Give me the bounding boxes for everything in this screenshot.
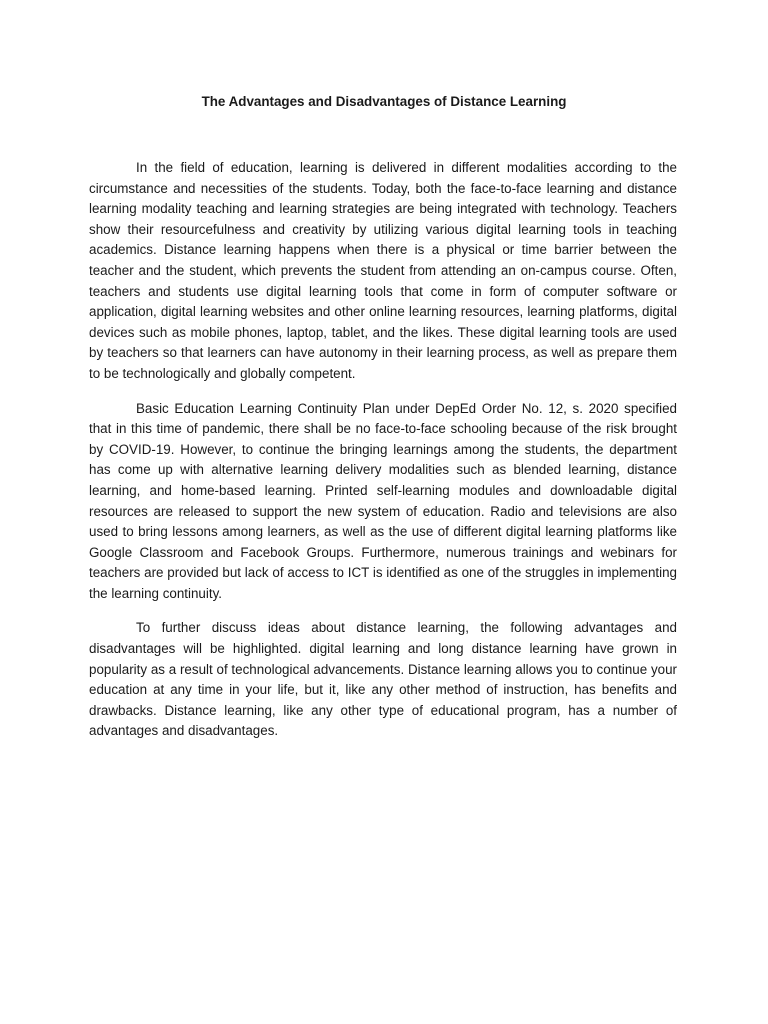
document-title: The Advantages and Disadvantages of Distance Learning bbox=[201, 94, 567, 109]
document-body bbox=[89, 158, 677, 756]
paragraph-2: Basic Education Learning Continuity Plan under DepEd Order No. 12, s. 2020 specified that in this time of pandemic, there shall be no face-to-face schooling because of the risk brought by COVID-19. However, to continue the bringing learnings among the students, the department has come up with alternative learning delivery modalities such as blended learning, distance learning, and home-based learning. Printed self-learning modules and downloadable digital resources are released to support the new system of education. Radio and televisions are also used to bring lessons among learners, as well as the use of different digital learning platforms like Google Classroom and Facebook Groups. Furthermore, numerous trainings and webinars for teachers are provided but lack of access to ICT is identified as one of the struggles in implementing the learning continuity. bbox=[89, 400, 677, 601]
paragraph-1: In the field of education, learning is delivered in different modalities according to the circumstance and necessities of the students. Today, both the face-to-face learning and distance learning modality teaching and learning strategies are being integrated with technology. Teachers show their resourcefulness and creativity by utilizing various digital learning tools in teaching academics. Distance learning happens when there is a physical or time barrier between the teacher and the student, which prevents the student from attending an on-campus course. Often, teachers and students use digital learning tools that come in form of computer software or application, digital learning websites and other online learning resources, learning platforms, digital devices such as mobile phones, laptop, tablet, and the likes. These digital learning tools are used by teachers so that learners can have autonomy in their learning process, as well as prepare them to be technologically and globally competent. bbox=[89, 160, 677, 381]
paragraph-3: To further discuss ideas about distance learning, the following advantages and disadvantages will be highlighted. digital learning and long distance learning have grown in popularity as a result of technological advancements. Distance learning allows you to continue your education at any time in your life, but it, like any other method of instruction, has benefits and drawbacks. Distance learning, like any other type of educational program, has a number of advantages and disadvantages. bbox=[89, 620, 677, 739]
